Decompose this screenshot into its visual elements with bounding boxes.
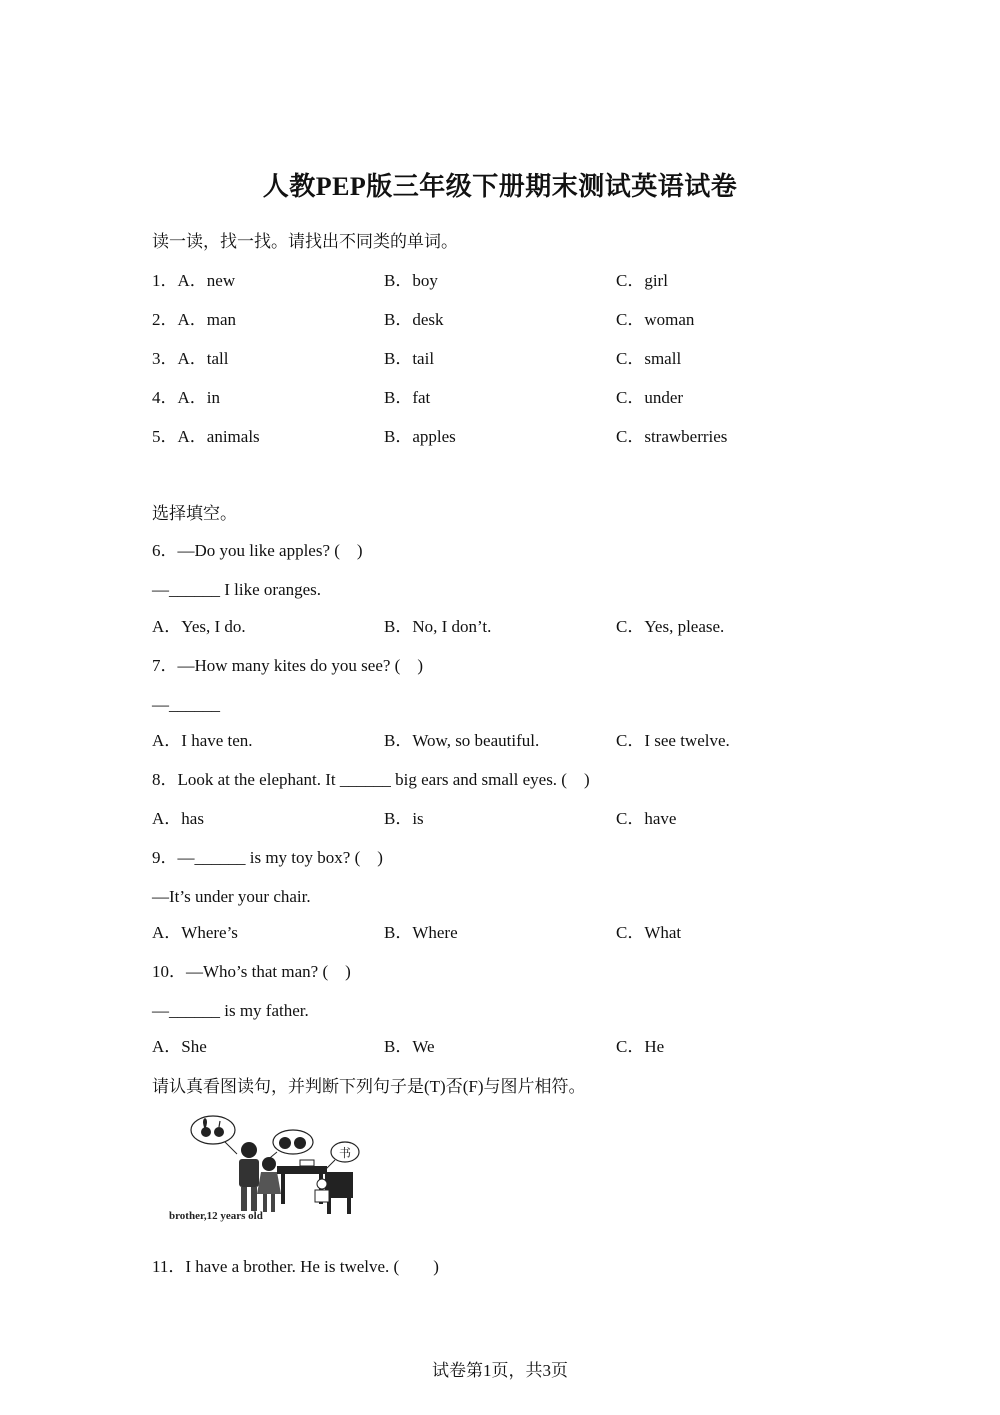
q6-reply: —______ I like oranges.	[152, 580, 322, 599]
q10-stem: 10．—Who’s that man? ( )	[152, 962, 351, 981]
q6-stem: 6．—Do you like apples? ( )	[152, 541, 363, 560]
q3-option-b: B．tail	[384, 349, 435, 368]
q2-option-c: C．woman	[616, 310, 695, 329]
q9-option-c: C．What	[616, 923, 682, 942]
family-illustration	[165, 1110, 365, 1225]
q9-reply: —It’s under your chair.	[152, 887, 311, 906]
q10-option-c: C．He	[616, 1037, 665, 1056]
figure-caption: brother,12 years old	[169, 1210, 263, 1222]
book-speech-bubble	[325, 1142, 359, 1170]
pear-speech-bubble	[191, 1116, 237, 1154]
q7-option-a: A．I have ten.	[152, 731, 253, 750]
section3-instruction: 请认真看图读句，并判断下列句子是(T)否(F)与图片相符。	[152, 1077, 586, 1096]
q8-stem: 8．Look at the elephant. It ______ big ears and small eyes. ( )	[152, 770, 590, 789]
q5-option-a: 5．A．animals	[152, 427, 260, 446]
q7-reply: —______	[152, 695, 220, 714]
girl-figure	[257, 1157, 281, 1212]
q8-option-c: C．have	[616, 809, 677, 828]
q5-option-c: C．strawberries	[616, 427, 728, 446]
section2-instruction: 选择填空。	[152, 504, 237, 523]
q10-option-b: B．We	[384, 1037, 435, 1056]
q9-option-b: B．Where	[384, 923, 458, 942]
q7-stem: 7．—How many kites do you see? ( )	[152, 656, 424, 675]
q6-option-c: C．Yes, please.	[616, 617, 725, 636]
q4-option-a: 4．A．in	[152, 388, 220, 407]
family-illustration-svg	[165, 1110, 365, 1225]
q7-option-b: B．Wow, so beautiful.	[384, 731, 540, 750]
q3-option-c: C．small	[616, 349, 682, 368]
q2-option-b: B．desk	[384, 310, 444, 329]
page-footer: 试卷第1页，共3页	[432, 1361, 568, 1380]
q2-option-a: 2．A．man	[152, 310, 237, 329]
q6-option-b: B．No, I don’t.	[384, 617, 492, 636]
q10-option-a: A．She	[152, 1037, 207, 1056]
q7-option-c: C．I see twelve.	[616, 731, 730, 750]
q4-option-b: B．fat	[384, 388, 431, 407]
q8-option-b: B．is	[384, 809, 424, 828]
bubble-text: 书	[339, 1146, 352, 1160]
apple-speech-bubble	[265, 1130, 313, 1162]
section1-instruction: 读一读，找一找。请找出不同类的单词。	[152, 232, 458, 251]
q9-stem: 9．—______ is my toy box? ( )	[152, 848, 383, 867]
page-title: 人教PEP版三年级下册期末测试英语试卷	[262, 172, 738, 201]
q10-reply: —______ is my father.	[152, 1001, 309, 1020]
q3-option-a: 3．A．tall	[152, 349, 229, 368]
q9-option-a: A．Where’s	[152, 923, 238, 942]
q11-stem: 11．I have a brother. He is twelve. ( )	[152, 1257, 439, 1276]
q5-option-b: B．apples	[384, 427, 456, 446]
q1-option-c: C．girl	[616, 271, 668, 290]
q1-option-b: B．boy	[384, 271, 438, 290]
boy-figure	[239, 1142, 259, 1211]
q8-option-a: A．has	[152, 809, 204, 828]
q6-option-a: A．Yes, I do.	[152, 617, 246, 636]
q4-option-c: C．under	[616, 388, 684, 407]
q1-option-a: 1．A．new	[152, 271, 236, 290]
